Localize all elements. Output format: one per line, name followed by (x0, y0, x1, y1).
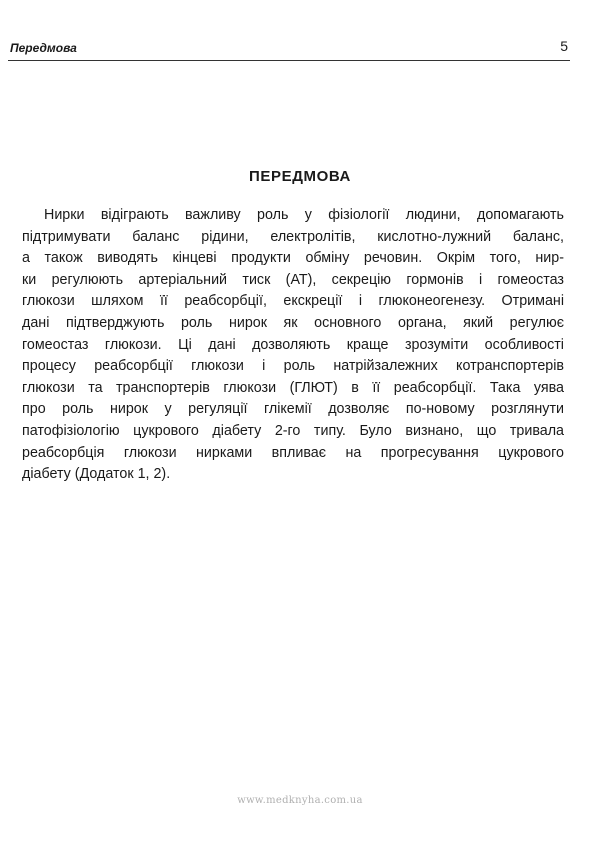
page-number: 5 (560, 38, 568, 54)
paragraph-line: про роль нирок у регуляції глікемії дозволяє по-новому розглянути (22, 401, 564, 418)
running-header (8, 38, 570, 61)
paragraph-line: реабсорбція глюкози нирками впливає на прогресування цукрового (22, 444, 564, 461)
paragraph-line: Нирки відіграють важливу роль у фізіології людини, допомагають (44, 207, 564, 223)
paragraph-line: ки регулюють артеріальний тиск (АТ), секрецію гормонів і гомеостаз (22, 271, 564, 288)
paragraph-line: діабету (Додаток 1, 2). (22, 466, 171, 483)
header-section-title: Передмова (10, 41, 77, 55)
paragraph-line: підтримувати баланс рідини, електролітів, кислотно-лужний баланс, (22, 228, 564, 245)
paragraph-line: процесу реабсорбції глюкози і роль натрійзалежних котранспортерів (22, 358, 564, 375)
paragraph-line: патофізіологію цукрового діабету 2-го типу. Було визнано, що тривала (22, 422, 564, 439)
paragraph-line: глюкози шляхом її реабсорбції, екскреції і глюконеогенезу. Отримані (22, 293, 564, 310)
page-title: ПЕРЕДМОВА (249, 168, 351, 185)
paragraph-line: а також виводять кінцеві продукти обміну речовин. Окрім того, нир- (22, 250, 564, 267)
footer-url: www.medknyha.com.ua (237, 795, 363, 806)
paragraph-line: гомеостаз глюкози. Ці дані дозволяють краще зрозуміти особливості (22, 336, 564, 353)
paragraph-line: дані підтверджують роль нирок як основного органа, який регулює (22, 314, 564, 331)
preface-paragraph (22, 205, 564, 486)
paragraph-line: глюкози та транспортерів глюкози (ГЛЮТ) в її реабсорбції. Така уява (22, 379, 564, 396)
